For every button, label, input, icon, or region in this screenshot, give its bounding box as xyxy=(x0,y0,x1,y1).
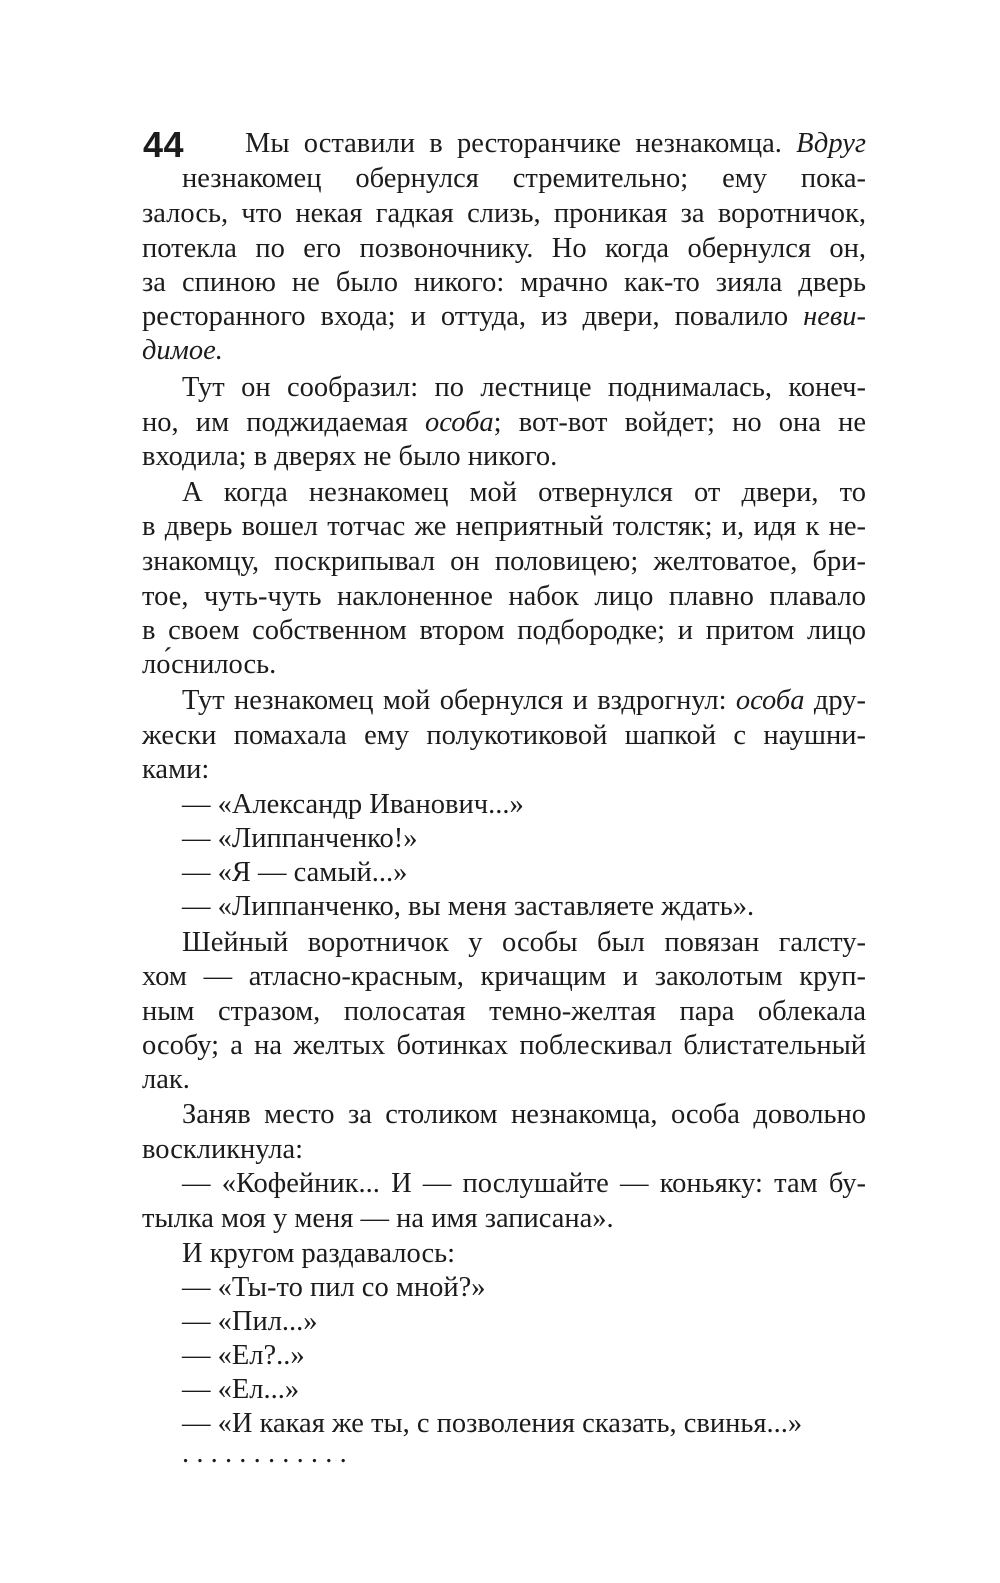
text-line: в дверь вошел тотчас же неприятный толстяк; и, идя к не- xyxy=(142,511,866,542)
text-line: входила; в дверях не было никого. xyxy=(142,441,558,472)
text-line: Шейный воротничок у особы был повязан галсту- xyxy=(182,927,866,958)
italic-word: неви- xyxy=(803,301,866,332)
dialogue-line: — «Липпанченко, вы меня заставляете ждать». xyxy=(182,891,755,922)
italic-word: димое. xyxy=(142,335,223,366)
text-line xyxy=(182,684,866,718)
dialogue-line: — «Ел?..» xyxy=(182,1340,305,1371)
text-line: потекла по его позвоночнику. Но когда обернулся он, xyxy=(142,233,866,264)
text-line: воскликнула: xyxy=(142,1134,304,1165)
text-run: Тут незнакомец мой обернулся и вздрогнул: xyxy=(182,685,727,716)
text-line: знакомцу, поскрипывал он половицею; желтоватое, бри- xyxy=(142,546,866,577)
text-line: ками: xyxy=(142,754,210,785)
text-line: хом — атласно-красным, кричащим и заколотым круп- xyxy=(142,961,866,992)
text-line: ло́снилось. xyxy=(142,649,277,680)
italic-word: Вдруг xyxy=(796,128,866,159)
text-line: жески помахала ему полукотиковой шапкой с наушни- xyxy=(142,720,866,751)
text-line: за спиною не было никого: мрачно как-то зияла дверь xyxy=(142,267,866,298)
dialogue-line: тылка моя у меня — на имя записана». xyxy=(142,1203,614,1234)
text-run: ; вот-вот войдет; но она не xyxy=(493,407,867,438)
dialogue-line: — «Кофейник... И — послушайте — коньяку: там бу- xyxy=(182,1168,866,1199)
text-line: лак. xyxy=(142,1064,190,1095)
dialogue-line: — «И какая же ты, с позволения сказать, свинья...» xyxy=(182,1408,803,1439)
dialogue-line: — «Я — самый...» xyxy=(182,857,408,888)
text-line: в своем собственном втором подбородке; и притом лицо xyxy=(142,615,866,646)
text-line: Тут он сообразил: по лестнице поднималась, конеч- xyxy=(182,372,866,403)
dialogue-line: — «Ты-то пил со мной?» xyxy=(182,1272,486,1303)
text-line: особу; а на желтых ботинках поблескивал блистательный xyxy=(142,1030,866,1061)
text-run: Мы оставили в ресторанчике незнакомца. xyxy=(245,128,782,159)
page-number: 44 xyxy=(143,124,185,165)
dialogue-line: — «Александр Иванович...» xyxy=(182,789,524,820)
text-line: тое, чуть-чуть наклоненное набок лицо плавно плавало xyxy=(142,581,866,612)
dialogue-line: — «Липпанченко!» xyxy=(182,823,418,854)
text-run: ресторанного входа; и оттуда, из двери, повалило xyxy=(142,301,789,332)
text-line: Заняв место за столиком незнакомца, особа довольно xyxy=(182,1099,866,1130)
text-line xyxy=(142,300,866,334)
dialogue-line: — «Пил...» xyxy=(182,1306,318,1337)
text-line: И кругом раздавалось: xyxy=(182,1238,456,1269)
text-line: залось, что некая гадкая слизь, проникая за воротничок, xyxy=(142,198,866,229)
text-line xyxy=(142,406,866,440)
text-line xyxy=(245,127,866,161)
text-line: ным стразом, полосатая темно-желтая пара облекала xyxy=(142,996,866,1027)
text-line xyxy=(142,334,866,368)
text-line: незнакомец обернулся стремительно; ему пока- xyxy=(182,163,866,194)
text-run: но, им поджидаемая xyxy=(142,407,408,438)
ellipsis-separator: ............ xyxy=(182,1438,354,1469)
italic-word: особа xyxy=(735,685,805,716)
text-run: дру- xyxy=(813,685,866,716)
text-line: А когда незнакомец мой отвернулся от двери, то xyxy=(182,477,866,508)
italic-word: особа xyxy=(425,407,494,438)
dialogue-line: — «Ел...» xyxy=(182,1374,300,1405)
